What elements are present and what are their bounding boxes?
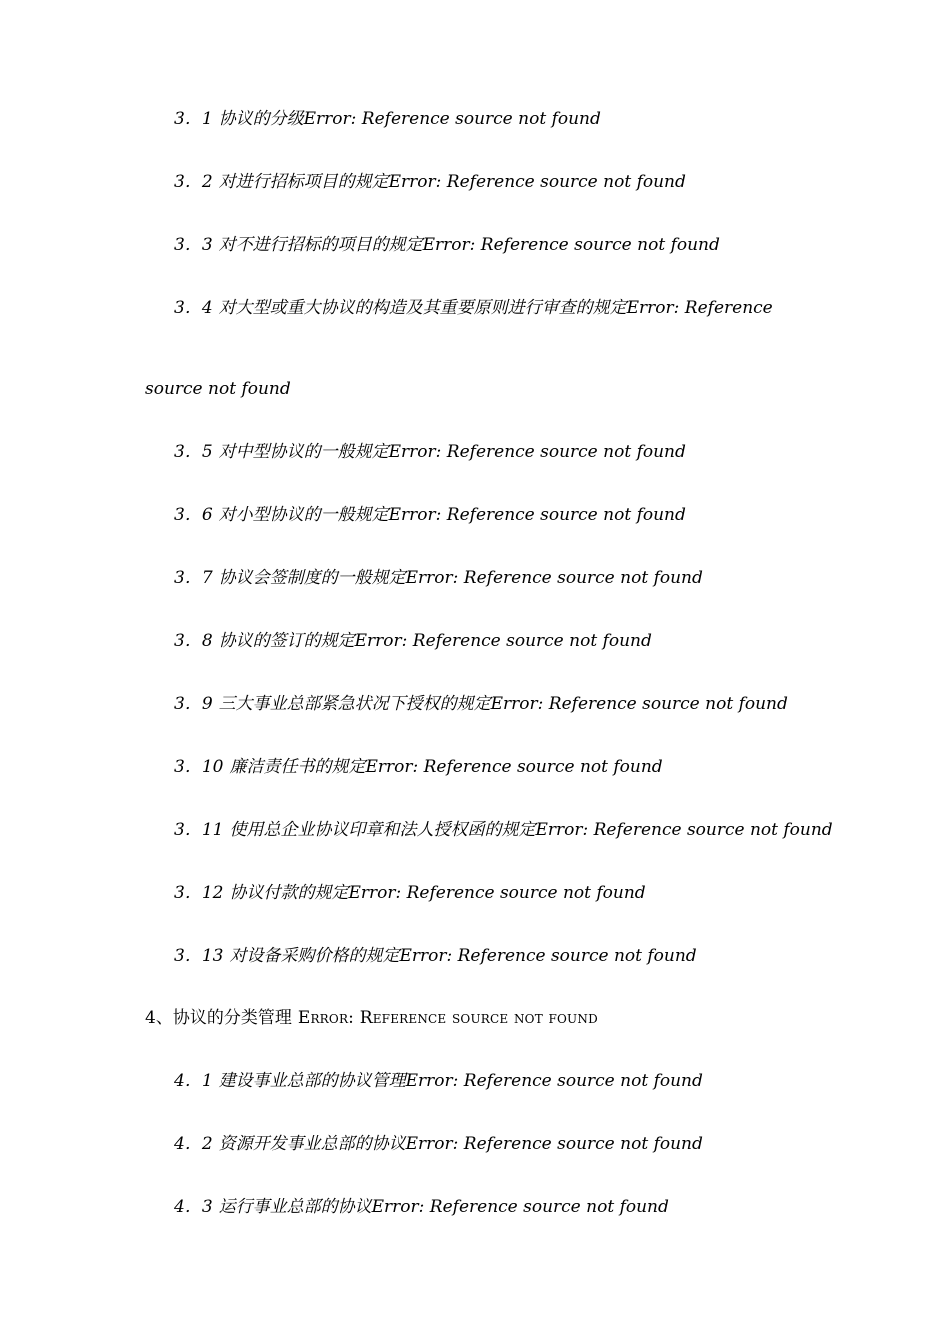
toc-entry-number: 3．12 <box>174 883 224 903</box>
toc-entry[interactable] <box>174 945 697 967</box>
toc-entry[interactable] <box>174 441 686 463</box>
toc-entry-number: 4．1 <box>174 1071 213 1091</box>
toc-entry[interactable] <box>174 567 703 589</box>
toc-entry-reference-continuation: source not found <box>145 379 291 399</box>
toc-entry[interactable] <box>174 171 686 193</box>
toc-entry[interactable] <box>174 1196 669 1218</box>
toc-entry-number: 3．13 <box>174 946 224 966</box>
toc-entry[interactable] <box>174 1133 703 1155</box>
toc-entry-number: 3．11 <box>174 820 224 840</box>
toc-entry-title: 运行事业总部的协议 <box>218 1197 372 1217</box>
toc-entry-reference: Error: Reference source not found <box>490 694 788 714</box>
toc-entry-number: 3．2 <box>174 172 213 192</box>
toc-entry-reference: Error: Reference source not found <box>422 235 720 255</box>
toc-entry-reference: Error: Reference source not found <box>535 820 833 840</box>
toc-entry[interactable] <box>174 630 652 652</box>
toc-entry[interactable] <box>174 297 773 319</box>
toc-entry[interactable] <box>174 756 663 778</box>
toc-entry-number: 3．10 <box>174 757 224 777</box>
toc-entry-number: 3．5 <box>174 442 213 462</box>
toc-entry-number: 3．6 <box>174 505 213 525</box>
toc-entry-title: 协议的签订的规定 <box>218 631 355 651</box>
toc-entry-title: 对不进行招标的项目的规定 <box>218 235 423 255</box>
toc-entry-reference: Error: Reference source not found <box>388 442 686 462</box>
toc-entry[interactable] <box>174 234 720 256</box>
toc-section-number: 4、 <box>145 1008 173 1028</box>
toc-entry[interactable] <box>174 693 788 715</box>
toc-entry-reference: Error: Reference source not found <box>405 568 703 588</box>
toc-entry-title: 协议会签制度的一般规定 <box>218 568 406 588</box>
toc-entry-reference: Error: Reference source not found <box>388 172 686 192</box>
toc-entry-reference: Error: Reference source not found <box>399 946 697 966</box>
toc-entry-number: 3．7 <box>174 568 213 588</box>
toc-entry-number: 3．1 <box>174 109 213 129</box>
toc-entry-reference: Error: Reference source not found <box>303 109 601 129</box>
toc-entry-reference: Error: Reference source not found <box>371 1197 669 1217</box>
toc-entry-continuation[interactable] <box>145 378 291 400</box>
toc-entry-reference: Error: Reference <box>626 298 773 318</box>
toc-entry[interactable] <box>174 882 646 904</box>
toc-entry-title: 对小型协议的一般规定 <box>218 505 389 525</box>
toc-entry-number: 3．8 <box>174 631 213 651</box>
toc-entry-reference: Error: Reference source not found <box>405 1134 703 1154</box>
toc-entry[interactable] <box>174 108 601 130</box>
toc-entry-title: 建设事业总部的协议管理 <box>218 1071 406 1091</box>
toc-entry-title: 廉洁责任书的规定 <box>229 757 366 777</box>
toc-section-heading[interactable] <box>145 1007 598 1029</box>
toc-section-title: 协议的分类管理 <box>172 1008 292 1028</box>
toc-entry-title: 对大型或重大协议的构造及其重要原则进行审查的规定 <box>218 298 627 318</box>
toc-entry-number: 3．3 <box>174 235 213 255</box>
toc-entry-title: 协议付款的规定 <box>229 883 349 903</box>
toc-entry-title: 使用总企业协议印章和法人授权函的规定 <box>229 820 536 840</box>
toc-entry[interactable] <box>174 1070 703 1092</box>
toc-entry-number: 4．2 <box>174 1134 213 1154</box>
toc-entry[interactable] <box>174 504 686 526</box>
toc-entry-title: 三大事业总部紧急状况下授权的规定 <box>218 694 491 714</box>
toc-entry-reference: Error: Reference source not found <box>354 631 652 651</box>
toc-section-reference: Error: Reference source not found <box>297 1008 598 1028</box>
toc-entry-number: 3．9 <box>174 694 213 714</box>
toc-entry-title: 对设备采购价格的规定 <box>229 946 400 966</box>
toc-entry-reference: Error: Reference source not found <box>388 505 686 525</box>
toc-entry-reference: Error: Reference source not found <box>348 883 646 903</box>
toc-entry-title: 对中型协议的一般规定 <box>218 442 389 462</box>
toc-entry-title: 对进行招标项目的规定 <box>218 172 389 192</box>
toc-entry-reference: Error: Reference source not found <box>365 757 663 777</box>
toc-entry[interactable] <box>174 819 833 841</box>
toc-entry-number: 4．3 <box>174 1197 213 1217</box>
toc-entry-number: 3．4 <box>174 298 213 318</box>
toc-entry-reference: Error: Reference source not found <box>405 1071 703 1091</box>
toc-entry-title: 资源开发事业总部的协议 <box>218 1134 406 1154</box>
toc-entry-title: 协议的分级 <box>218 109 304 129</box>
